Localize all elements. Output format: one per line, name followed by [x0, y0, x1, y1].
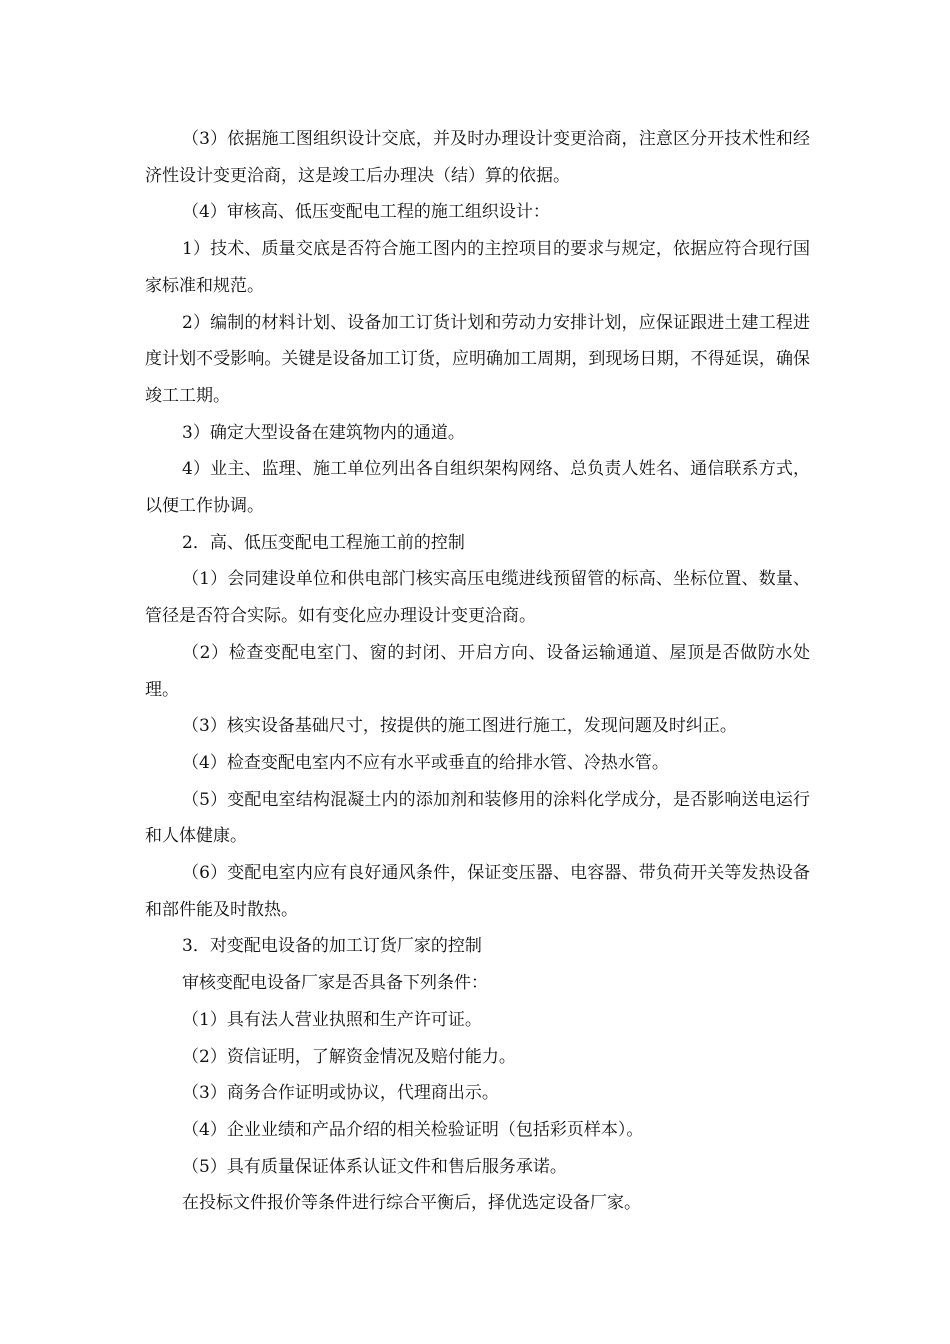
section-heading: 2．高、低压变配电工程施工前的控制 — [182, 532, 465, 553]
paragraph: 审核变配电设备厂家是否具备下列条件： — [182, 973, 488, 994]
paragraph: （4）审核高、低压变配电工程的施工组织设计： — [182, 202, 550, 223]
list-item: （1）具有法人营业执照和生产许可证。 — [182, 1009, 482, 1030]
document-body — [145, 121, 810, 1222]
list-item: （2）资信证明，了解资金情况及赔付能力。 — [182, 1046, 516, 1067]
paragraph: 2）编制的材料计划、设备加工订货计划和劳动力安排计划，应保证跟进土建工程进度计划不受影响。关键是设备加工订货，应明确加工周期，到现场日期，不得延误，确保竣工工期。 — [145, 312, 810, 406]
paragraph: （1）会同建设单位和供电部门核实高压电缆进线预留管的标高、坐标位置、数量、管径是否符合实际。如有变化应办理设计变更洽商。 — [145, 569, 810, 627]
paragraph: （2）检查变配电室门、窗的封闭、开启方向、设备运输通道、屋顶是否做防水处理。 — [145, 642, 810, 700]
list-item: （3）商务合作证明或协议，代理商出示。 — [182, 1083, 499, 1104]
list-item: （5）具有质量保证体系认证文件和售后服务承诺。 — [182, 1156, 567, 1177]
list-item: （4）企业业绩和产品介绍的相关检验证明（包括彩页样本）。 — [182, 1119, 644, 1140]
paragraph: （3）核实设备基础尺寸，按提供的施工图进行施工，发现问题及时纠正。 — [182, 716, 737, 737]
section-heading: 3．对变配电设备的加工订货厂家的控制 — [182, 936, 482, 957]
paragraph: 4）业主、监理、施工单位列出各自组织架构网络、总负责人姓名、通信联系方式，以便工作协调。 — [145, 459, 810, 517]
paragraph: （4）检查变配电室内不应有水平或垂直的给排水管、冷热水管。 — [182, 752, 669, 773]
paragraph: （3）依据施工图组织设计交底，并及时办理设计变更洽商，注意区分开技术性和经济性设计变更洽商，这是竣工后办理决（结）算的依据。 — [145, 129, 810, 186]
paragraph: 3）确定大型设备在建筑物内的通道。 — [182, 422, 465, 443]
paragraph: （6）变配电室内应有良好通风条件，保证变压器、电容器、带负荷开关等发热设备和部件能及时散热。 — [145, 863, 810, 920]
paragraph: 1）技术、质量交底是否符合施工图内的主控项目的要求与规定，依据应符合现行国家标准和规范。 — [145, 239, 810, 296]
paragraph: （5）变配电室结构混凝土内的添加剂和装修用的涂料化学成分，是否影响送电运行和人体健康。 — [145, 789, 810, 847]
paragraph: 在投标文件报价等条件进行综合平衡后，择优选定设备厂家。 — [182, 1193, 641, 1214]
